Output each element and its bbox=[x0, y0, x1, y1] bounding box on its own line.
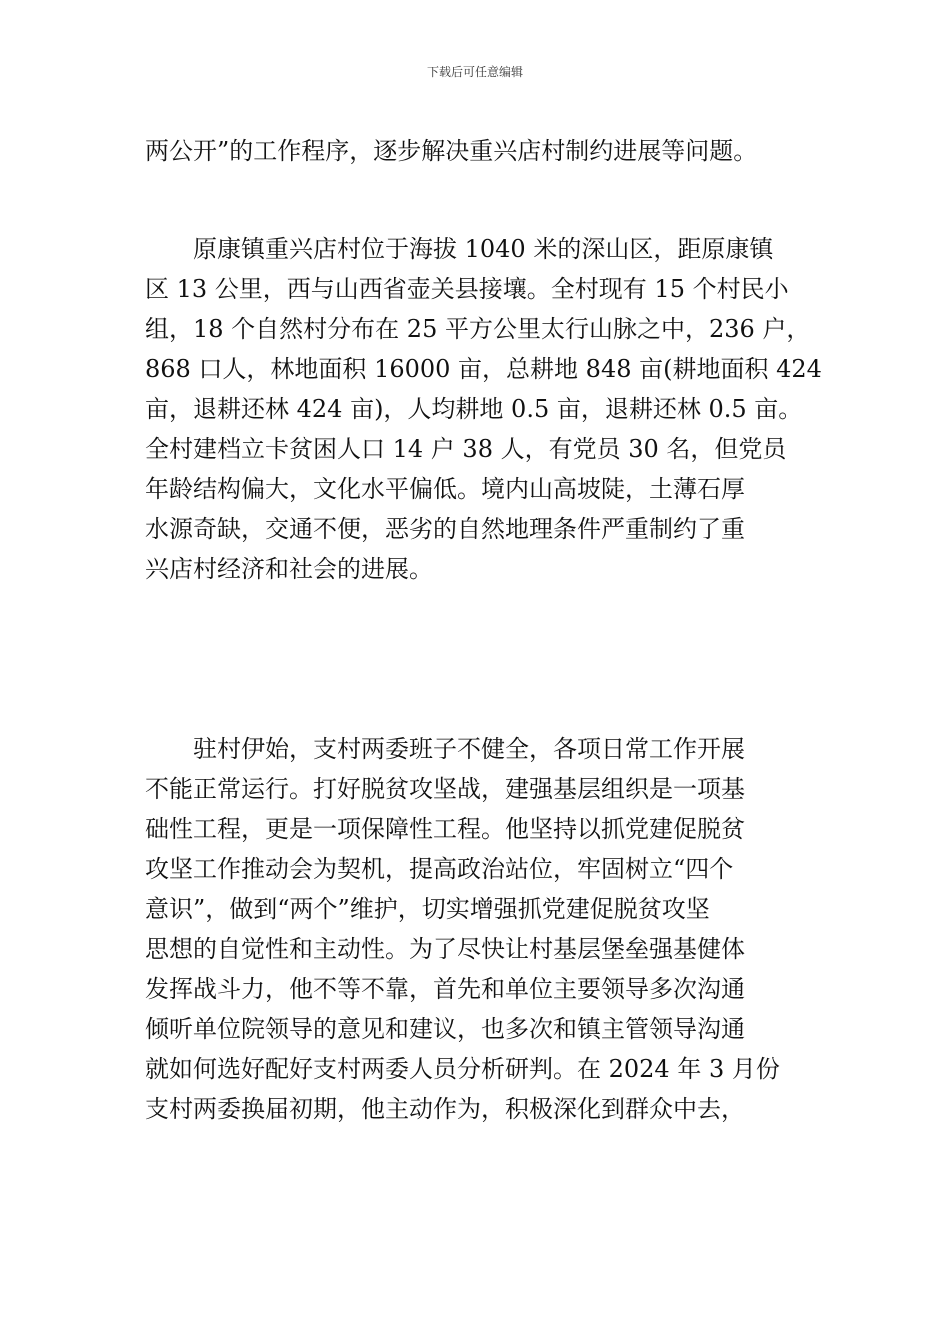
text-line: 不能正常运行。打好脱贫攻坚战，建强基层组织是一项基 bbox=[145, 775, 745, 803]
text-line: 区 13 公里，西与山西省壶关县接壤。全村现有 15 个村民小 bbox=[145, 275, 789, 303]
text-line: 驻村伊始，支村两委班子不健全，各项日常工作开展 bbox=[145, 735, 745, 763]
text-line: 倾听单位院领导的意见和建议，也多次和镇主管领导沟通 bbox=[145, 1015, 745, 1043]
text-line: 支村两委换届初期，他主动作为，积极深化到群众中去， bbox=[145, 1095, 745, 1123]
paragraph-2 bbox=[145, 229, 822, 589]
text-line: 础性工程，更是一项保障性工程。他坚持以抓党建促脱贫 bbox=[145, 815, 745, 843]
text-line: 意识”，做到“两个”维护，切实增强抓党建促脱贫攻坚 bbox=[145, 895, 710, 923]
text-line: 年龄结构偏大，文化水平偏低。境内山高坡陡，土薄石厚 bbox=[145, 475, 745, 503]
text-line: 两公开”的工作程序，逐步解决重兴店村制约进展等问题。 bbox=[145, 137, 758, 165]
text-line: 攻坚工作推动会为契机，提高政治站位，牢固树立“四个 bbox=[145, 855, 734, 883]
text-line: 组，18 个自然村分布在 25 平方公里太行山脉之中，236 户， bbox=[145, 315, 811, 343]
text-line: 兴店村经济和社会的进展。 bbox=[145, 555, 433, 583]
text-line: 亩，退耕还林 424 亩)，人均耕地 0.5 亩，退耕还林 0.5 亩。 bbox=[145, 395, 803, 423]
text-line: 868 口人，林地面积 16000 亩，总耕地 848 亩(耕地面积 424 bbox=[145, 355, 822, 383]
text-line: 全村建档立卡贫困人口 14 户 38 人，有党员 30 名，但党员 bbox=[145, 435, 787, 463]
paragraph-1 bbox=[145, 131, 815, 171]
page-header: 下载后可任意编辑 bbox=[426, 65, 523, 79]
text-line: 原康镇重兴店村位于海拔 1040 米的深山区，距原康镇 bbox=[145, 235, 774, 263]
text-line: 发挥战斗力，他不等不靠，首先和单位主要领导多次沟通 bbox=[145, 975, 745, 1003]
text-line: 思想的自觉性和主动性。为了尽快让村基层堡垒强基健体 bbox=[145, 935, 745, 963]
paragraph-3 bbox=[145, 729, 815, 1129]
text-line: 就如何选好配好支村两委人员分析研判。在 2024 年 3 月份 bbox=[145, 1055, 780, 1083]
text-line: 水源奇缺，交通不便，恶劣的自然地理条件严重制约了重 bbox=[145, 515, 745, 543]
